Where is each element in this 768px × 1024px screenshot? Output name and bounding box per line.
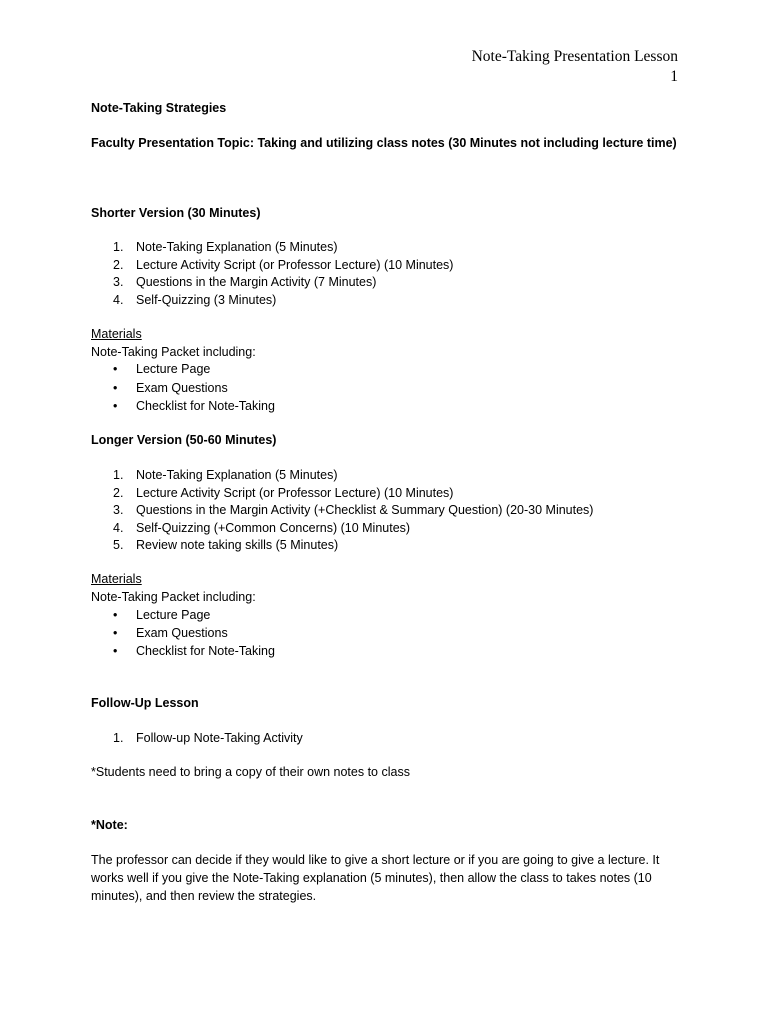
list-number: 1.: [113, 731, 124, 745]
note-heading: *Note:: [91, 818, 128, 832]
list-item: Questions in the Margin Activity (7 Minutes): [136, 275, 377, 289]
list-item: Follow-up Note-Taking Activity: [136, 731, 303, 745]
list-number: 1.: [113, 468, 124, 482]
list-number: 4.: [113, 293, 124, 307]
list-number: 3.: [113, 503, 124, 517]
page-header: [472, 47, 678, 87]
list-item: Lecture Page: [136, 608, 211, 622]
longer-version-heading: Longer Version (50-60 Minutes): [91, 433, 277, 447]
list-item: Lecture Activity Script (or Professor Lecture) (10 Minutes): [136, 486, 454, 500]
shorter-materials-intro: Note-Taking Packet including:: [91, 345, 256, 359]
list-item: Exam Questions: [136, 626, 228, 640]
list-number: 5.: [113, 538, 124, 552]
longer-materials-intro: Note-Taking Packet including:: [91, 590, 256, 604]
note-paragraph: The professor can decide if they would like to give a short lecture or if you are going to give a lecture. It works well if you give the Note-Taking explanation (5 minutes), then allow the class to takes notes (10 minutes), and then review the strategies.: [91, 853, 660, 903]
longer-materials-heading: Materials: [91, 572, 142, 586]
student-note: *Students need to bring a copy of their own notes to class: [91, 765, 410, 779]
list-item: Questions in the Margin Activity (+Checklist & Summary Question) (20-30 Minutes): [136, 503, 594, 517]
bullet-marker: •: [113, 381, 118, 395]
list-item: Exam Questions: [136, 381, 228, 395]
list-item: Note-Taking Explanation (5 Minutes): [136, 240, 338, 254]
list-number: 1.: [113, 240, 124, 254]
bullet-marker: •: [113, 644, 118, 658]
list-number: 4.: [113, 521, 124, 535]
list-item: Checklist for Note-Taking: [136, 399, 275, 413]
list-item: Self-Quizzing (+Common Concerns) (10 Minutes): [136, 521, 411, 535]
bullet-marker: •: [113, 608, 118, 622]
bullet-marker: •: [113, 362, 118, 376]
list-item: Lecture Page: [136, 362, 211, 376]
document-heading: Note-Taking Strategies: [91, 101, 227, 115]
presentation-topic: Faculty Presentation Topic: Taking and utilizing class notes (30 Minutes not including lecture time): [91, 136, 677, 150]
followup-heading: Follow-Up Lesson: [91, 696, 199, 710]
shorter-materials-heading: Materials: [91, 327, 142, 341]
bullet-marker: •: [113, 626, 118, 640]
bullet-marker: •: [113, 399, 118, 413]
list-item: Self-Quizzing (3 Minutes): [136, 293, 277, 307]
list-item: Lecture Activity Script (or Professor Lecture) (10 Minutes): [136, 258, 454, 272]
list-item: Review note taking skills (5 Minutes): [136, 538, 339, 552]
header-title: Note-Taking Presentation Lesson: [471, 48, 678, 65]
list-number: 2.: [113, 258, 124, 272]
shorter-version-heading: Shorter Version (30 Minutes): [91, 206, 261, 220]
page-number: 1: [670, 68, 678, 85]
list-item: Checklist for Note-Taking: [136, 644, 275, 658]
list-item: Note-Taking Explanation (5 Minutes): [136, 468, 338, 482]
list-number: 3.: [113, 275, 124, 289]
list-number: 2.: [113, 486, 124, 500]
